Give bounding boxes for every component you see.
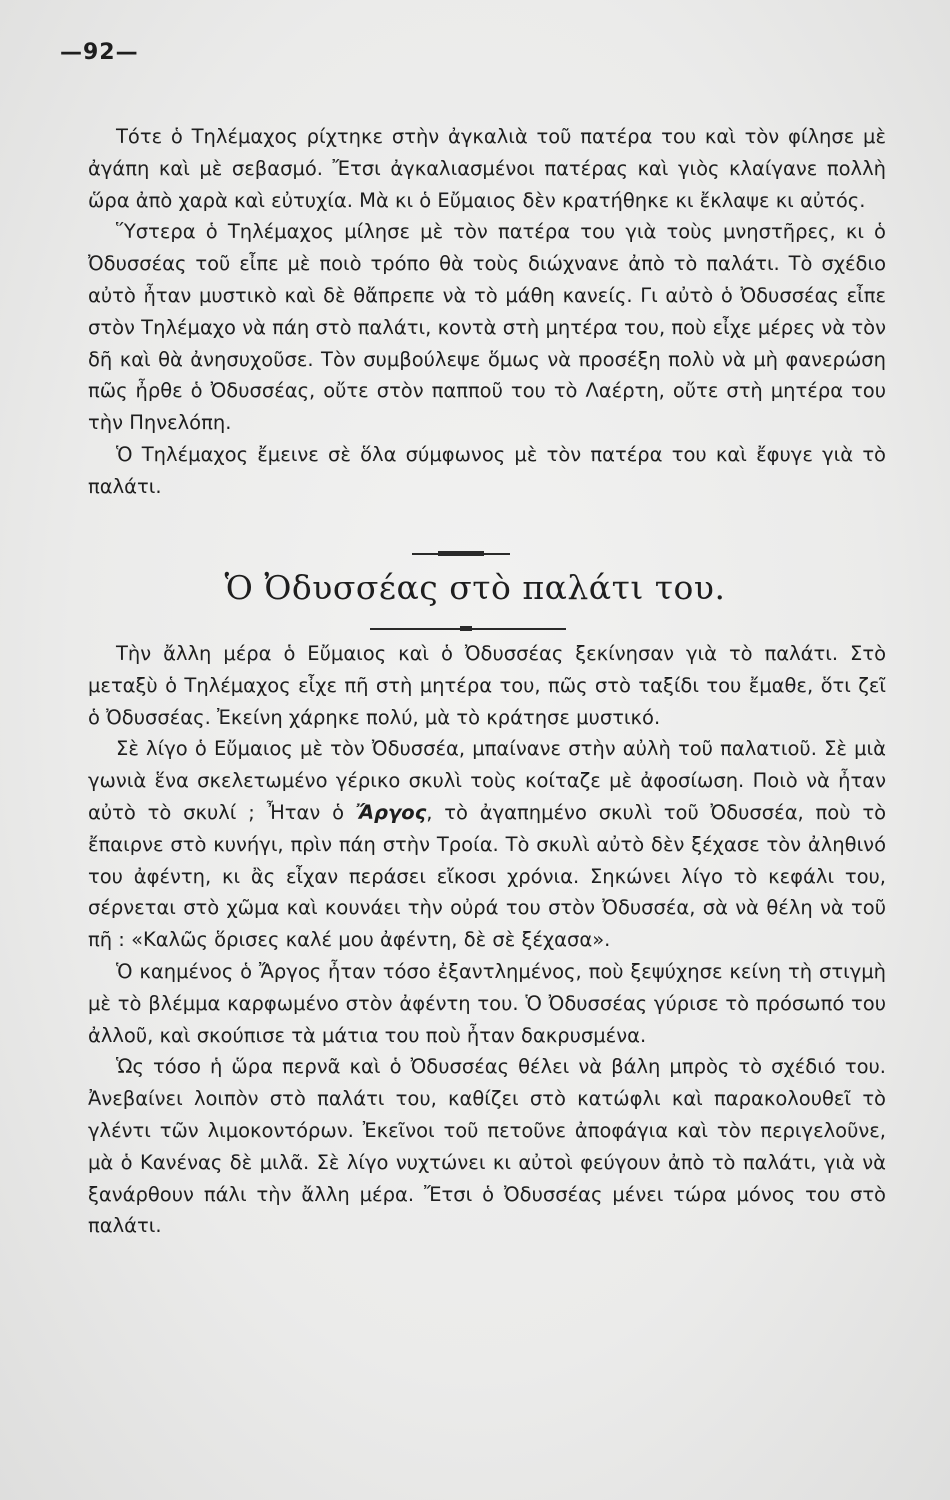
paragraph: Ὕστερα ὁ Τηλέμαχος μίλησε μὲ τὸν πατέρα του γιὰ τοὺς μνηστῆρες, κι ὁ Ὀδυσσέας τοῦ εἶπε μὲ ποιὸ τρόπο θὰ τοὺς διώχνανε ἀπὸ τὸ παλάτι. Τὸ σχέδιο αὐτὸ ἦταν μυστικὸ καὶ δὲ θἄπρεπε νὰ τὸ μάθη κανείς. Γι αὐτὸ ὁ Ὀδυσσέας εἶπε στὸν Τηλέμαχο νὰ πάη στὸ παλάτι, κοντὰ στὴ μητέρα του, ποὺ εἶχε μέρες νὰ τὸν δῆ καὶ θὰ ἀνησυχοῦσε. Τὸν συμβούλεψε ὅμως νὰ προσέξη πολὺ νὰ μὴ φανερώση πῶς ἦρθε ὁ Ὀδυσσέας, οὔτε στὸν παπποῦ του τὸ Λαέρτη, οὔτε στὴ μητέρα του τὴν Πηνελόπη. [88,220,886,435]
paragraph: Ὁ Τηλέμαχος ἔμεινε σὲ ὅλα σύμφωνος μὲ τὸν πατέρα του καὶ ἔφυγε γιὰ τὸ παλάτι. [88,442,886,498]
paragraph: Ὁ καημένος ὁ Ἄργος ἦταν τόσο ἐξαντλημένος, ποὺ ξεψύχησε κείνη τὴ στιγμὴ μὲ τὸ βλέμμα καρφωμένο στὸν ἀφέντη του. Ὁ Ὀδυσσέας γύρισε τὸ πρόσωπό του ἀλλοῦ, καὶ σκούπισε τὰ μάτια του ποὺ ἦταν δακρυσμένα. [88,959,886,1047]
dog-name: Ἄργος [355,800,427,824]
text-block-after-title [88,638,886,1242]
paragraph: Τότε ὁ Τηλέμαχος ρίχτηκε στὴν ἀγκαλιὰ τοῦ πατέρα του καὶ τὸν φίλησε μὲ ἀγάπη καὶ μὲ σεβασμό. Ἔτσι ἀγκαλιασμένοι πατέρας καὶ γιὸς κλαίγανε πολλὴ ὥρα ἀπὸ χαρὰ καὶ εὐτυχία. Μὰ κι ὁ Εὔμαιος δὲν κρατήθηκε κι ἔκλαψε κι αὐτός. [88,125,886,212]
divider-ornament-top-center [438,551,484,556]
chapter-title: Ὁ Ὀδυσσέας στὸ παλάτι του. [224,568,726,607]
paragraph: Τὴν ἄλλη μέρα ὁ Εὔμαιος καὶ ὁ Ὀδυσσέας ξεκίνησαν γιὰ τὸ παλάτι. Στὸ μεταξὺ ὁ Τηλέμαχος εἶχε πῆ στὴ μητέρα του, πῶς στὸ ταξίδι του ἔμαθε, ὅτι ζεῖ ὁ Ὀδυσσέας. Ἐκείνη χάρηκε πολύ, μὰ τὸ κράτησε μυστικό. [88,642,886,729]
divider-ornament-bottom-center [460,626,472,631]
page-number: —92— [60,40,139,65]
paragraph [88,733,886,956]
text-block-before-title [88,121,886,503]
paragraph-text: , τὸ ἀγαπημένο σκυλὶ τοῦ Ὀδυσσέα, ποὺ τὸ ἔπαιρνε στὸ κυνήγι, πρὶν πάη στὴν Τροία. Τὸ σκυλὶ αὐτὸ δὲν ξέχασε τὸν ἀληθινό του ἀφέντη, κι ἂς εἶχαν περάσει εἴκοσι χρόνια. Σηκώνει λίγο τὸ κεφάλι του, σέρνεται στὸ χῶμα καὶ κουνάει τὴν οὐρά του στὸν Ὀδυσσέα, σὰ νὰ θέλη νὰ τοῦ πῆ : «Καλῶς ὅρισες καλέ μου ἀφέντη, δὲ σὲ ξέχασα». [88,800,886,952]
paragraph: Ὡς τόσο ἡ ὥρα περνᾶ καὶ ὁ Ὀδυσσέας θέλει νὰ βάλη μπρὸς τὸ σχέδιό του. Ἀνεβαίνει λοιπὸν στὸ παλάτι του, καθίζει στὸ κατώφλι καὶ παρακολουθεῖ τὸ γλέντι τῶν λιμοκοντόρων. Ἐκεῖνοι τοῦ πετοῦνε ἀποφάγια καὶ τὸν περιγελοῦνε, μὰ ὁ Κανένας δὲ μιλᾶ. Σὲ λίγο νυχτώνει κι αὐτοὶ φεύγουν ἀπὸ τὸ παλάτι, γιὰ νὰ ξανάρθουν πάλι τὴν ἄλλη μέρα. Ἔτσι ὁ Ὀδυσσέας μένει τώρα μόνος του στὸ παλάτι. [88,1055,886,1238]
paragraph-text: Σὲ λίγο ὁ Εὔμαιος μὲ τὸν Ὀδυσσέα, μπαίνανε στὴν αὐλὴ τοῦ παλατιοῦ. Σὲ μιὰ γωνιὰ ἕνα σκελετωμένο γέρικο σκυλὶ τοὺς κοίταζε μὲ ἀφοσίωση. Ποιὸ νὰ ἦταν αὐτὸ τὸ σκυλί ; Ἦταν ὁ [88,737,886,824]
